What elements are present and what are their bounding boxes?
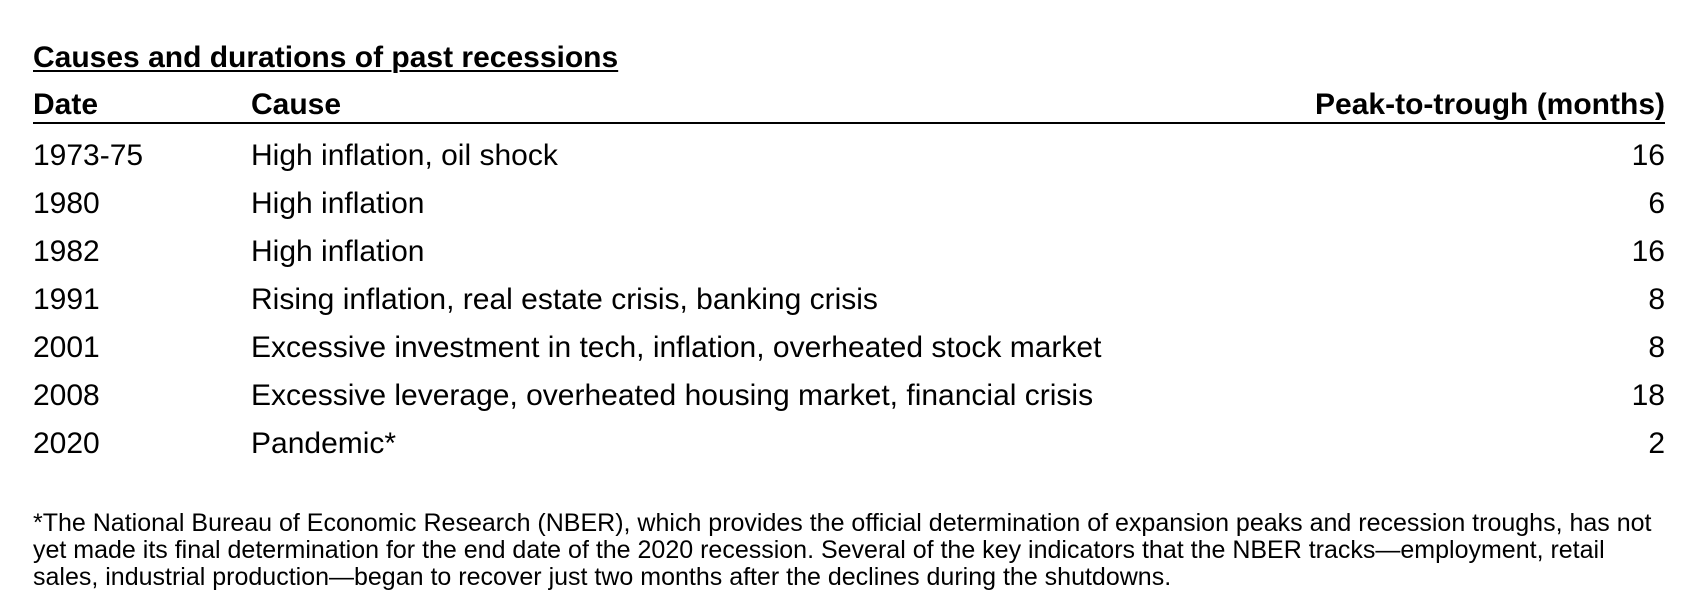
- row-months: 8: [1648, 331, 1665, 364]
- row-cause: Rising inflation, real estate crisis, banking crisis: [251, 283, 878, 316]
- table-row: [33, 324, 1665, 372]
- row-months: 16: [1631, 235, 1665, 268]
- row-months: 18: [1631, 379, 1665, 412]
- table-row: [33, 132, 1665, 180]
- row-date: 2008: [33, 379, 100, 412]
- table-header: [33, 88, 1665, 124]
- footnote: *The National Bureau of Economic Research (NBER), which provides the official determination of expansion peaks and recession troughs, has not yet made its final determination for the end date of the 2020 recession. Several of the key indicators that the NBER tracks—employment, retail sales, industrial production—began to recover just two months after the declines during the shutdowns.: [33, 509, 1652, 591]
- table-row: [33, 420, 1665, 468]
- row-cause: High inflation, oil shock: [251, 139, 558, 172]
- column-header-peak-to-trough: Peak-to-trough (months): [1315, 88, 1665, 121]
- table-row: [33, 372, 1665, 420]
- row-cause: Excessive leverage, overheated housing market, financial crisis: [251, 379, 1094, 412]
- table-title: Causes and durations of past recessions: [33, 41, 619, 74]
- row-cause: High inflation: [251, 187, 425, 220]
- row-date: 1991: [33, 283, 100, 316]
- row-date: 1973-75: [33, 139, 144, 172]
- row-cause: Excessive investment in tech, inflation, overheated stock market: [251, 331, 1102, 364]
- table-row: [33, 276, 1665, 324]
- row-date: 2001: [33, 331, 100, 364]
- column-header-cause: Cause: [251, 88, 342, 121]
- row-cause: Pandemic*: [251, 427, 397, 460]
- recessions-table-document: [33, 0, 1665, 612]
- row-date: 1982: [33, 235, 100, 268]
- column-header-date: Date: [33, 88, 99, 121]
- row-cause: High inflation: [251, 235, 425, 268]
- table-row: [33, 228, 1665, 276]
- row-months: 16: [1631, 139, 1665, 172]
- table-row: [33, 180, 1665, 228]
- row-date: 1980: [33, 187, 100, 220]
- row-date: 2020: [33, 427, 100, 460]
- row-months: 8: [1648, 283, 1665, 316]
- row-months: 6: [1648, 187, 1665, 220]
- row-months: 2: [1648, 427, 1665, 460]
